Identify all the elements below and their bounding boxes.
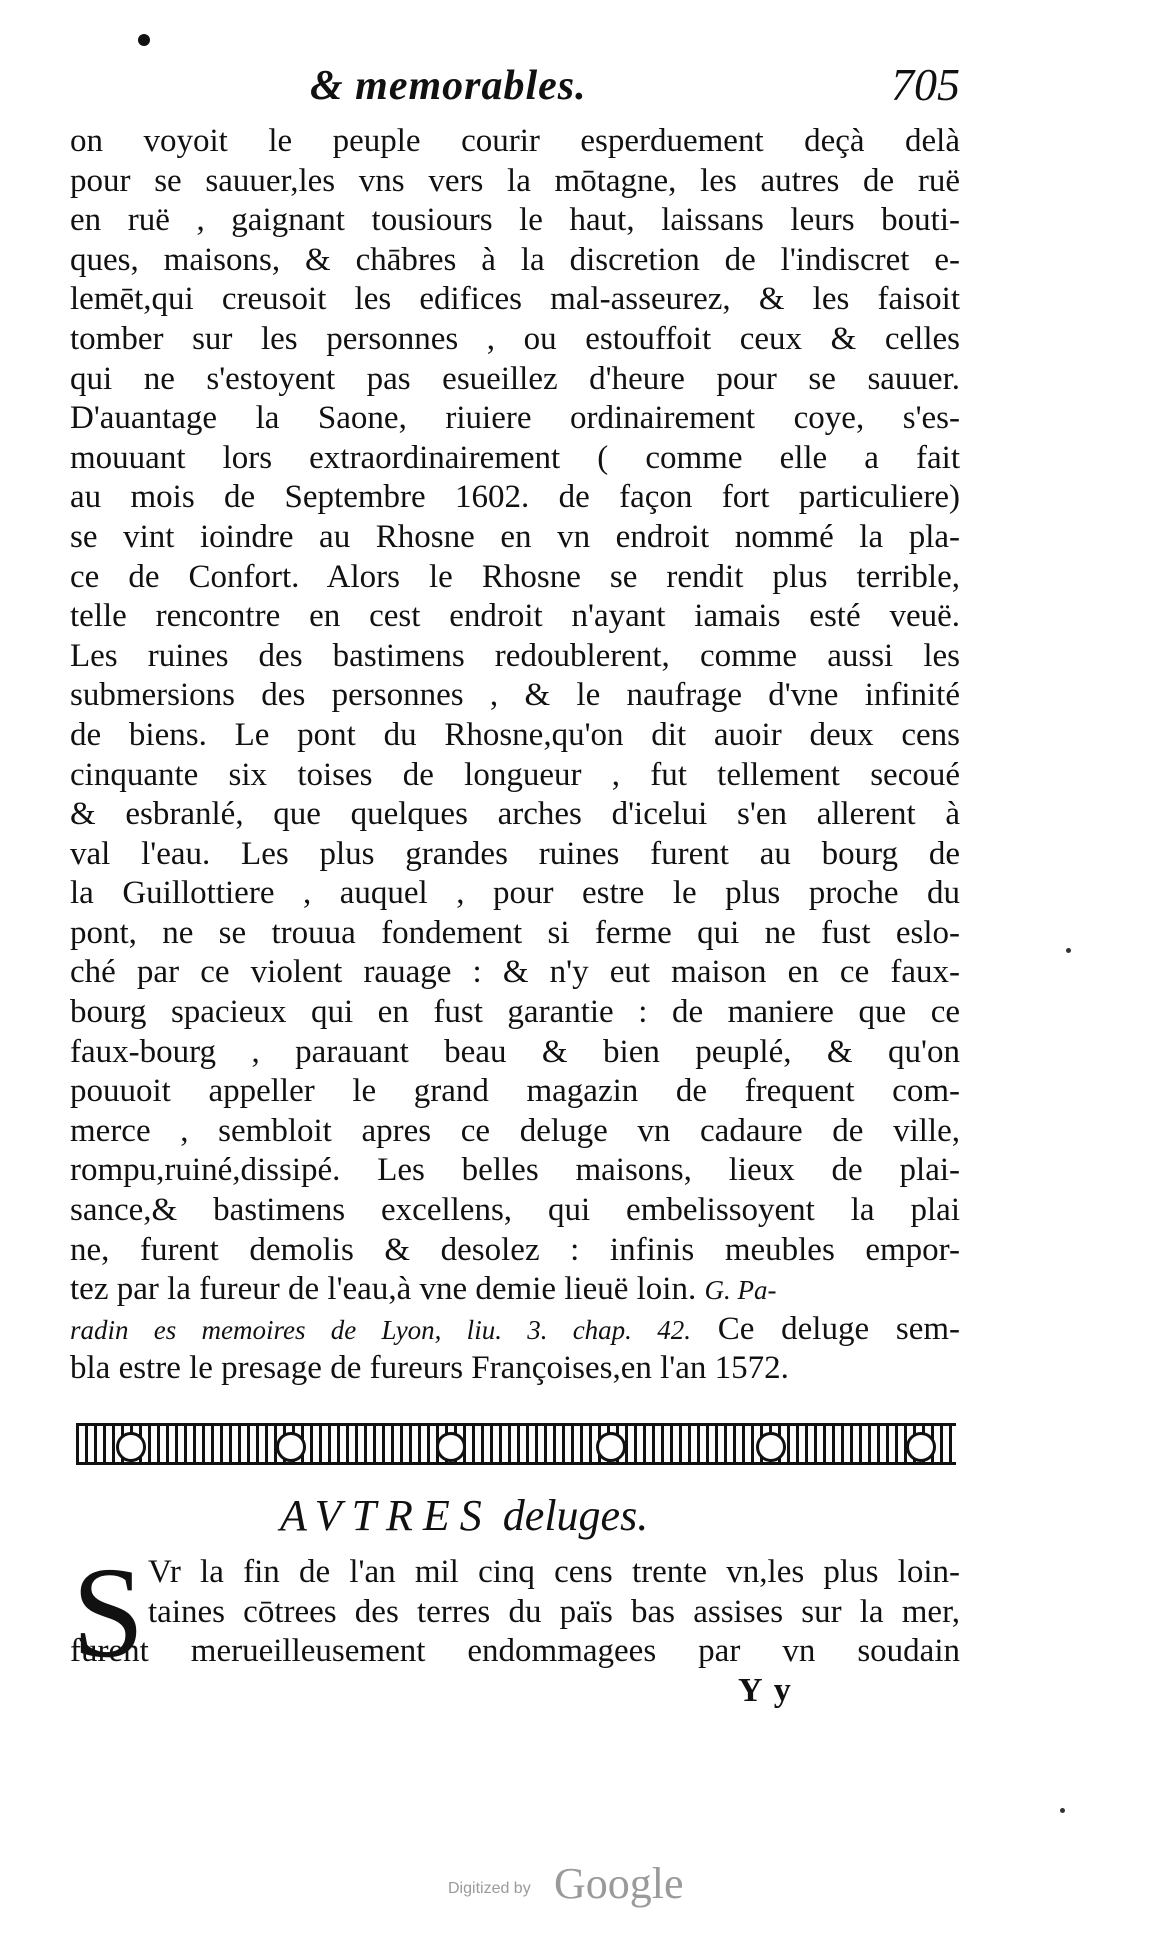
drop-cap-initial: S: [72, 1541, 145, 1685]
text-line: ques, maisons, & chābres à la discretion de l'indiscret e-: [70, 241, 960, 278]
section-heading-rest: deluges.: [502, 1491, 649, 1540]
ornament-ring-icon: [756, 1432, 786, 1462]
text-line: pour se sauuer,les vns vers la mōtagne, les autres de ruë: [70, 162, 960, 199]
text-line: rompu,ruiné,dissipé. Les belles maisons, lieux de plai-: [70, 1152, 960, 1189]
text-line: tomber sur les personnes , ou estouffoit ceux & celles: [70, 320, 960, 357]
text-line: submersions des personnes , & le naufrage d'vne infinité: [70, 677, 960, 714]
text-line: [70, 1270, 960, 1310]
section-text: [70, 1553, 960, 1672]
text-line: furent merueilleusement endommagees par vn soudain: [70, 1633, 960, 1670]
text-line: pont, ne se trouua fondement si ferme qui ne fust eslo-: [70, 914, 960, 951]
google-logo: Google: [554, 1859, 684, 1908]
closing-line: bla estre le presage de fureurs Françoises,en l'an 1572.: [70, 1350, 789, 1387]
text-line: sance,& bastimens excellens, qui embelissoyent la plai: [70, 1192, 960, 1229]
text-line: Vr la fin de l'an mil cinq cens trente vn,les plus loin-: [148, 1554, 960, 1590]
ornament-ring-icon: [906, 1432, 936, 1462]
citation-source: radin es memoires de Lyon, liu. 3. chap. 42.: [70, 1314, 691, 1345]
page-number: 705: [891, 59, 960, 110]
text-line: val l'eau. Les plus grandes ruines furent au bourg de: [70, 835, 960, 872]
ornament-ring-icon: [276, 1432, 306, 1462]
ink-speck: [1066, 948, 1071, 953]
section-heading: [280, 1490, 880, 1550]
text-line: merce , sembloit apres ce deluge vn cadaure de ville,: [70, 1112, 960, 1149]
text-line: taines cōtrees des terres du païs bas assises sur la mer,: [148, 1593, 960, 1630]
text-line: ce de Confort. Alors le Rhosne se rendit plus terrible,: [70, 558, 960, 595]
citation-author: G. Pa-: [704, 1275, 777, 1306]
digitized-watermark: [448, 1858, 748, 1908]
text-line: cinquante six toises de longueur , fut tellement secoué: [70, 756, 960, 793]
ornament-ring-icon: [116, 1432, 146, 1462]
text-line: au mois de Septembre 1602. de façon fort particuliere): [70, 479, 960, 516]
text-line-fragment: tez par la fureur de l'eau,à vne demie lieuë loin.: [70, 1271, 697, 1308]
text-line: lemēt,qui creusoit les edifices mal-asseurez, & les faisoit: [70, 281, 960, 318]
text-line: telle rencontre en cest endroit n'ayant iamais esté veuë.: [70, 598, 960, 635]
text-line: qui ne s'estoyent pas esueillez d'heure pour se sauuer.: [70, 360, 960, 397]
text-line: on voyoit le peuple courir esperduement deçà delà: [70, 123, 960, 159]
text-line: & esbranlé, que quelques arches d'icelui s'en allerent à: [70, 796, 960, 833]
section-heading-caps: AVTRES: [280, 1491, 492, 1540]
text-line: bourg spacieux qui en fust garantie : de maniere que ce: [70, 994, 960, 1031]
decorative-ornament-band: [76, 1423, 956, 1465]
ink-speck: [1060, 1808, 1065, 1813]
watermark-prefix: Digitized by: [448, 1880, 531, 1897]
running-head-title: & memorables.: [310, 63, 587, 109]
ink-dot-mark: [138, 34, 150, 46]
text-line: se vint ioindre au Rhosne en vn endroit nommé la pla-: [70, 518, 960, 555]
body-text: [70, 122, 960, 1389]
citation-line: [70, 1310, 960, 1350]
text-line: Les ruines des bastimens redoublerent, comme aussi les: [70, 637, 960, 674]
text-line: faux-bourg , parauant beau & bien peuplé, & qu'on: [70, 1033, 960, 1070]
text-line: ne, furent demolis & desolez : infinis meubles empor-: [70, 1231, 960, 1268]
citation-continuation: Ce deluge sem-: [717, 1310, 960, 1347]
text-line: la Guillottiere , auquel , pour estre le plus proche du: [70, 875, 960, 912]
signature-mark: Y y: [738, 1672, 793, 1709]
text-line: pouuoit appeller le grand magazin de frequent com-: [70, 1073, 960, 1110]
text-line: D'auantage la Saone, riuiere ordinairement coye, s'es-: [70, 400, 960, 437]
text-line: en ruë , gaignant tousiours le haut, laissans leurs bouti-: [70, 202, 960, 239]
ornament-ring-icon: [596, 1432, 626, 1462]
running-head: [300, 59, 960, 122]
text-line: mouuant lors extraordinairement ( comme elle a fait: [70, 439, 960, 476]
ornament-ring-icon: [436, 1432, 466, 1462]
text-line: ché par ce violent rauage : & n'y eut maison en ce faux-: [70, 954, 960, 991]
text-line: de biens. Le pont du Rhosne,qu'on dit auoir deux cens: [70, 716, 960, 753]
